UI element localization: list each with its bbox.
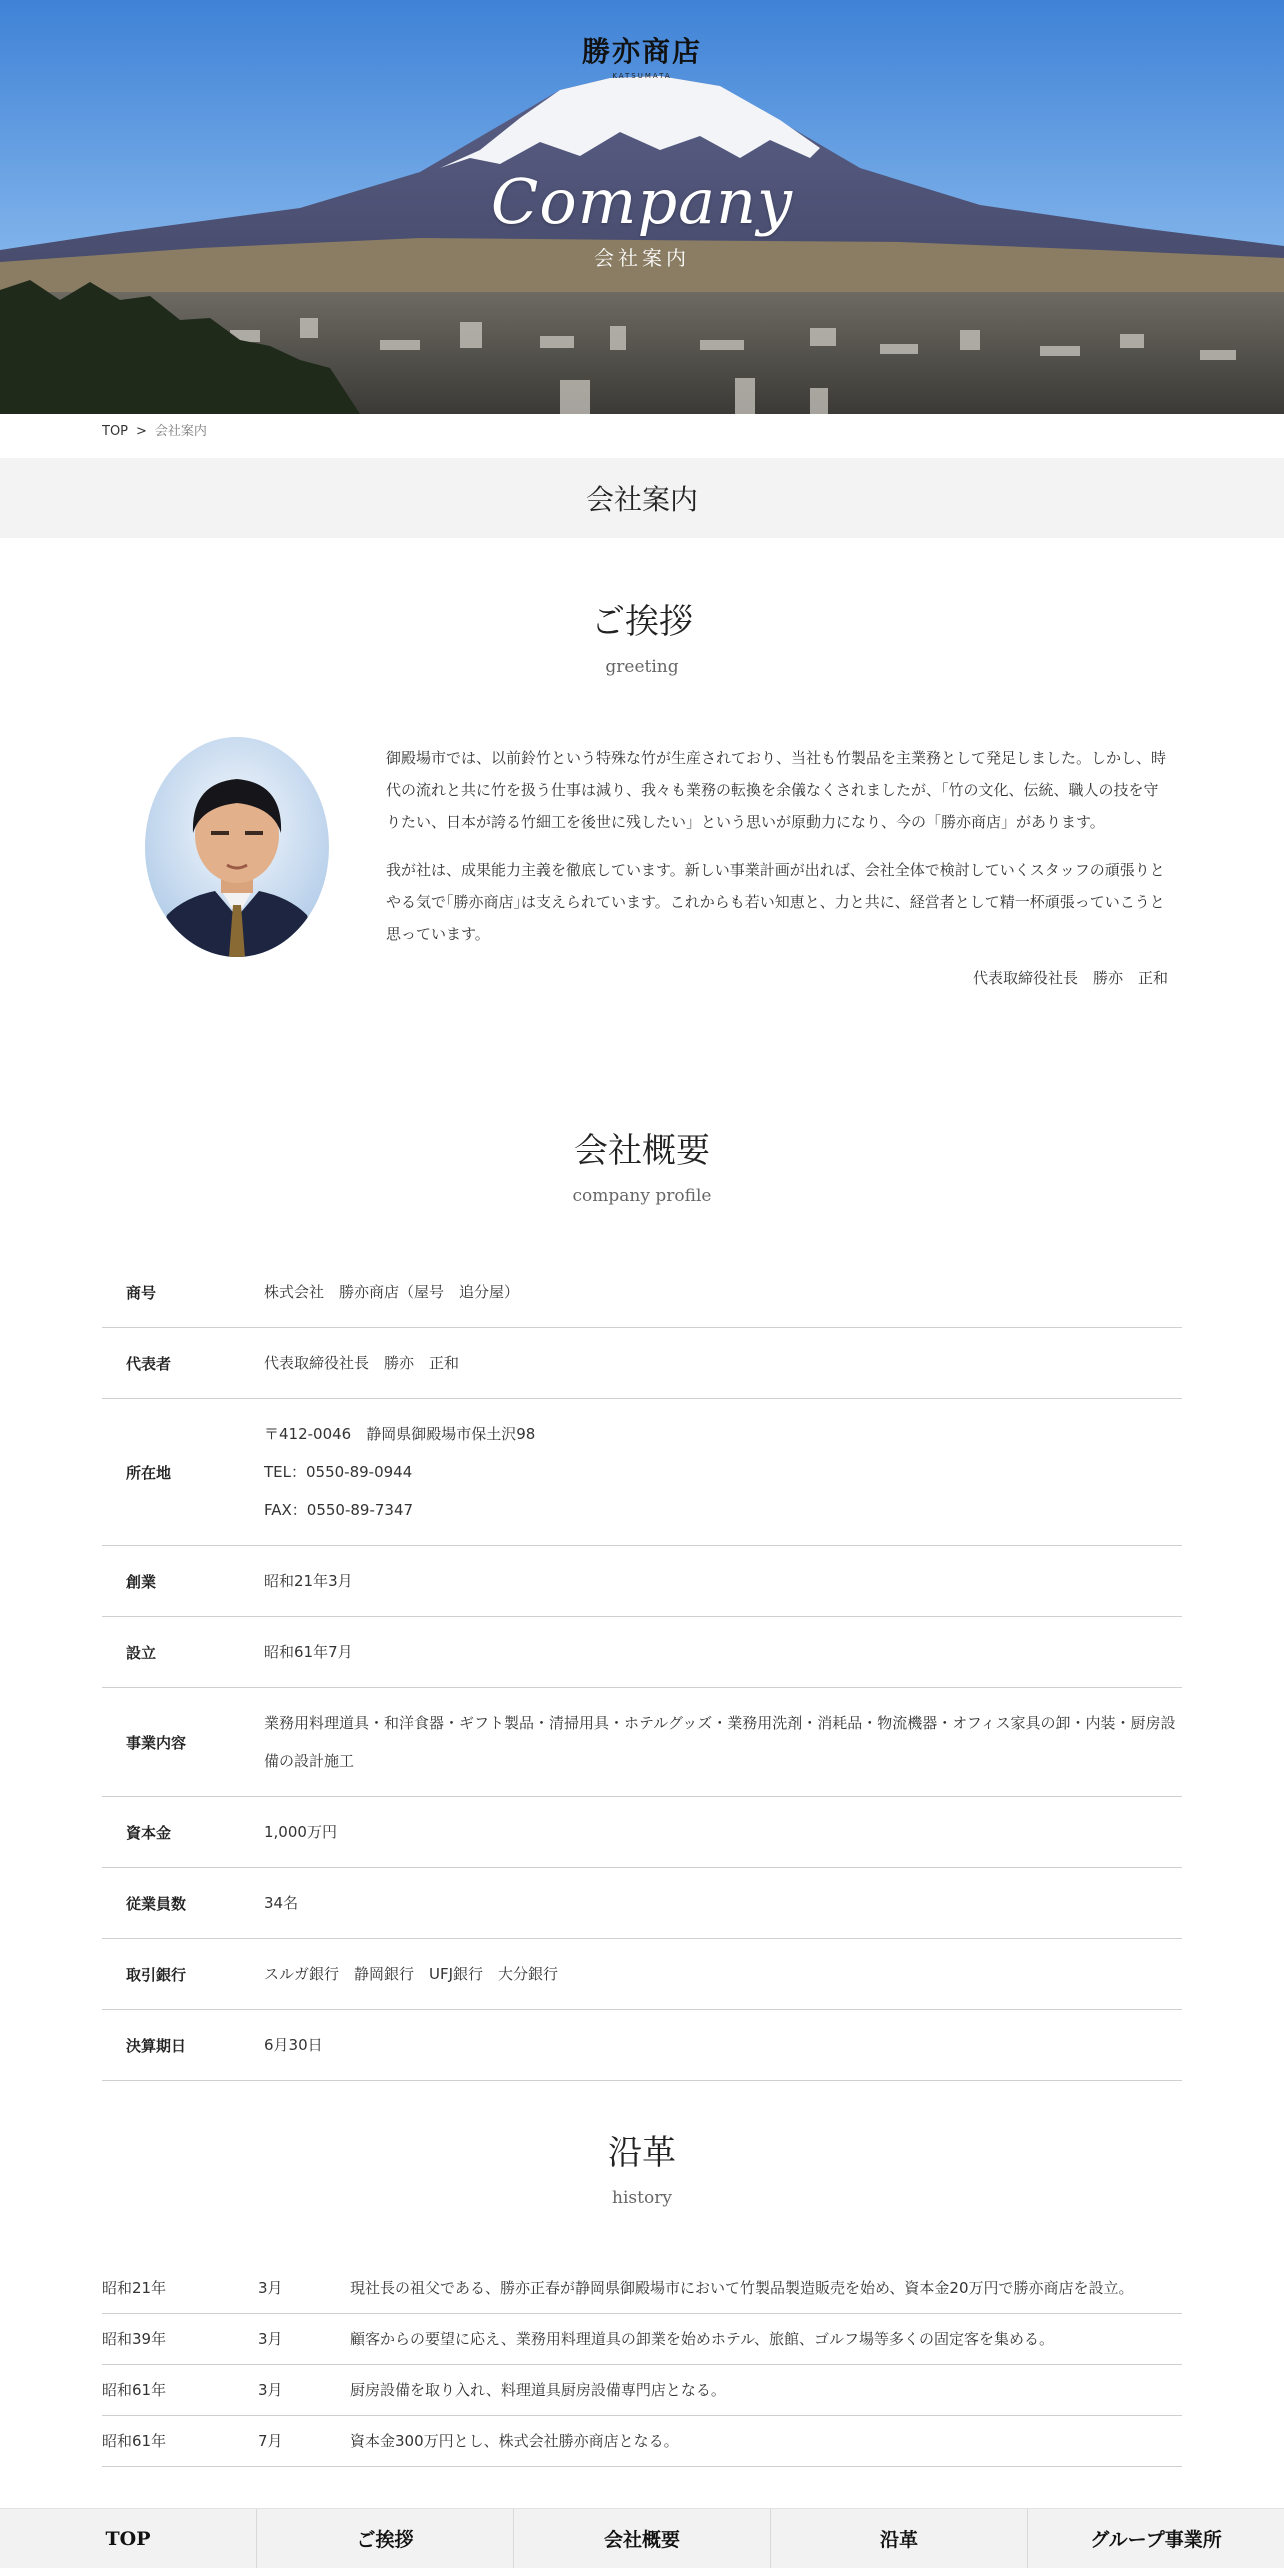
hero-banner	[0, 0, 1284, 414]
table-row	[102, 1399, 1182, 1546]
table-row	[102, 2314, 1182, 2365]
table-row	[102, 2010, 1182, 2081]
history-month: 3月	[258, 2365, 350, 2416]
profile-label: 創業	[102, 1546, 264, 1617]
profile-section-heading	[0, 1123, 1284, 1206]
profile-label: 事業内容	[102, 1688, 264, 1797]
breadcrumb	[102, 420, 207, 439]
profile-value	[264, 1399, 1182, 1546]
history-year: 昭和39年	[102, 2314, 258, 2365]
profile-value: 34名	[264, 1868, 1182, 1939]
history-month: 3月	[258, 2314, 350, 2365]
profile-value: スルガ銀行 静岡銀行 UFJ銀行 大分銀行	[264, 1939, 1182, 2010]
table-row	[102, 1797, 1182, 1868]
breadcrumb-home-link[interactable]: TOP	[102, 424, 129, 439]
table-row	[102, 1939, 1182, 2010]
profile-value: 昭和21年3月	[264, 1546, 1182, 1617]
profile-label: 設立	[102, 1617, 264, 1688]
profile-label: 資本金	[102, 1797, 264, 1868]
table-row	[102, 1328, 1182, 1399]
fax-line: FAX：0550-89-7347	[264, 1501, 414, 1519]
history-subheading: history	[612, 2188, 672, 2208]
brand-name: 勝亦商店	[581, 35, 702, 68]
profile-value: 昭和61年7月	[264, 1617, 1182, 1688]
page-title: 会社案内	[585, 483, 698, 516]
hero-title-jp: 会社案内	[594, 246, 690, 270]
profile-label: 決算期日	[102, 2010, 264, 2081]
profile-label: 所在地	[102, 1399, 264, 1546]
hero-title-en: Company	[490, 165, 794, 238]
profile-subheading: company profile	[572, 1186, 712, 1206]
table-row	[102, 1868, 1182, 1939]
history-year: 昭和61年	[102, 2416, 258, 2467]
president-portrait	[145, 737, 329, 957]
greeting-text	[386, 742, 1168, 994]
profile-value: 株式会社 勝亦商店（屋号 追分屋）	[264, 1257, 1182, 1328]
breadcrumb-separator: >	[136, 424, 147, 439]
history-month: 3月	[258, 2263, 350, 2314]
nav-greeting[interactable]: ご挨拶	[256, 2509, 513, 2568]
table-row	[102, 2416, 1182, 2467]
greeting-paragraph-2: 我が社は、成果能力主義を徹底しています。新しい事業計画が出れば、会社全体で検討していくスタッフの頑張りとやる気で｢勝亦商店｣は支えられています。これからも若い知恵と、力と共に、経営者として精一杯頑張っていこうと思っています。	[386, 861, 1165, 943]
tel-line: TEL：0550-89-0944	[264, 1463, 413, 1481]
table-row	[102, 2365, 1182, 2416]
nav-group-offices[interactable]: グループ事業所	[1027, 2509, 1284, 2568]
history-table	[102, 2263, 1182, 2467]
history-heading: 沿革	[608, 2133, 676, 2173]
nav-history[interactable]: 沿革	[770, 2509, 1027, 2568]
company-profile-table	[102, 1257, 1182, 2081]
profile-value: 6月30日	[264, 2010, 1182, 2081]
profile-label: 商号	[102, 1257, 264, 1328]
history-year: 昭和21年	[102, 2263, 258, 2314]
bottom-nav	[0, 2508, 1284, 2568]
profile-label: 代表者	[102, 1328, 264, 1399]
greeting-heading: ご挨拶	[591, 602, 693, 642]
profile-value: 業務用料理道具・和洋食器・ギフト製品・清掃用具・ホテルグッズ・業務用洗剤・消耗品・物流機器・オフィス家具の卸・内装・厨房設備の設計施工	[264, 1688, 1182, 1797]
greeting-paragraph-1: 御殿場市では、以前鈴竹という特殊な竹が生産されており、当社も竹製品を主業務として発足しました。しかし、時代の流れと共に竹を扱う仕事は減り、我々も業務の転換を余儀なくされましたが、「竹の文化、伝統、職人の技を守りたい、日本が誇る竹細工を後世に残したい」という思いが原動力になり、今の「勝亦商店」があります。	[386, 749, 1167, 831]
history-month: 7月	[258, 2416, 350, 2467]
table-row	[102, 1688, 1182, 1797]
profile-heading: 会社概要	[574, 1131, 710, 1171]
greeting-subheading: greeting	[605, 657, 679, 677]
address-line: 〒412-0046 静岡県御殿場市保土沢98	[264, 1425, 536, 1443]
history-text: 資本金300万円とし、株式会社勝亦商店となる。	[350, 2416, 1182, 2467]
brand-roman: KATSUMATA	[612, 72, 672, 80]
history-section-heading	[0, 2125, 1284, 2208]
table-row	[102, 1617, 1182, 1688]
table-row	[102, 2263, 1182, 2314]
hero-title	[0, 165, 1284, 271]
history-text: 顧客からの要望に応え、業務用料理道具の卸業を始めホテル、旅館、ゴルフ場等多くの固定客を集める。	[350, 2314, 1182, 2365]
breadcrumb-current: 会社案内	[154, 424, 207, 439]
nav-company-profile[interactable]: 会社概要	[513, 2509, 770, 2568]
history-year: 昭和61年	[102, 2365, 258, 2416]
profile-value: 代表取締役社長 勝亦 正和	[264, 1328, 1182, 1399]
history-text: 厨房設備を取り入れ、料理道具厨房設備専門店となる。	[350, 2365, 1182, 2416]
profile-label: 取引銀行	[102, 1939, 264, 2010]
nav-top[interactable]: TOP	[105, 2527, 151, 2550]
history-text: 現社長の祖父である、勝亦正春が静岡県御殿場市において竹製品製造販売を始め、資本金20万円で勝亦商店を設立。	[350, 2263, 1182, 2314]
brand-logo[interactable]	[0, 30, 1284, 80]
greeting-signature: 代表取締役社長 勝亦 正和	[972, 969, 1168, 987]
page-title-band	[0, 458, 1284, 538]
table-row	[102, 1546, 1182, 1617]
table-row	[102, 1257, 1182, 1328]
profile-label: 従業員数	[102, 1868, 264, 1939]
profile-value: 1,000万円	[264, 1797, 1182, 1868]
greeting-section-heading	[0, 594, 1284, 677]
